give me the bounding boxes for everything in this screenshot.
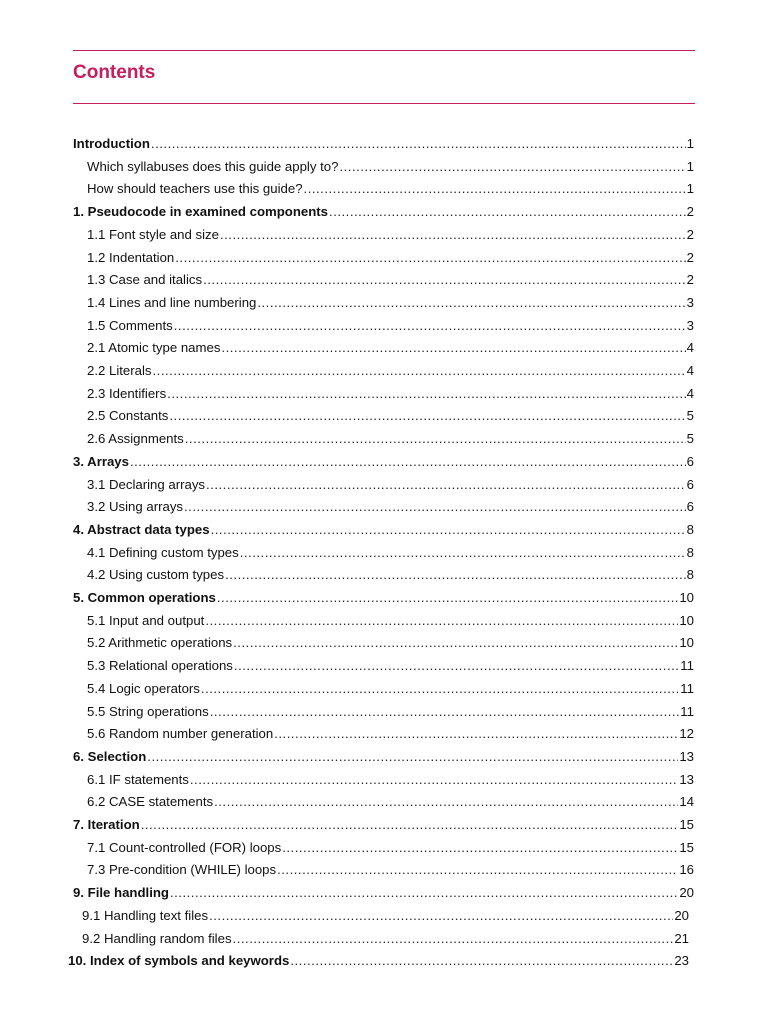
toc-entry[interactable] (87, 792, 694, 812)
toc-page-number: 5 (686, 431, 694, 447)
toc-entry[interactable] (87, 429, 694, 449)
toc-dot-leader (211, 520, 686, 540)
toc-dot-leader (167, 384, 685, 404)
toc-entry[interactable] (87, 248, 694, 268)
toc-entry-title: 1.2 Indentation (87, 249, 175, 265)
toc-entry-title: 10. Index of symbols and keywords (68, 953, 290, 969)
toc-dot-leader (233, 929, 674, 949)
toc-entry[interactable] (73, 588, 694, 608)
toc-entry[interactable] (87, 497, 694, 517)
toc-page-number: 8 (686, 567, 694, 583)
toc-page-number: 2 (686, 249, 694, 265)
toc-dot-leader (240, 543, 686, 563)
toc-page-number: 14 (679, 794, 694, 810)
toc-entry-title: 5.1 Input and output (87, 612, 205, 628)
toc-page-number: 4 (686, 363, 694, 378)
toc-page-number: 8 (686, 544, 694, 560)
toc-entry-title: 5.6 Random number generation (87, 726, 274, 742)
toc-entry[interactable] (73, 134, 694, 154)
toc-entry[interactable] (87, 157, 694, 177)
toc-entry-title: 3.2 Using arrays (87, 499, 184, 515)
toc-page-number: 2 (686, 204, 694, 220)
toc-entry-title: 7. Iteration (73, 817, 140, 832)
toc-entry-title: 1.3 Case and italics (87, 272, 203, 288)
toc-entry-title: 5.4 Logic operators (87, 680, 200, 696)
toc-entry-title: 2.5 Constants (87, 408, 169, 424)
toc-dot-leader (201, 679, 679, 699)
toc-page-number: 1 (686, 136, 694, 151)
toc-dot-leader (274, 724, 678, 744)
page-title: Contents (73, 62, 156, 83)
toc-page-number: 13 (679, 771, 694, 787)
toc-entry-title: 2.1 Atomic type names (87, 340, 221, 356)
toc-entry[interactable] (68, 951, 689, 971)
toc-entry[interactable] (87, 656, 694, 676)
toc-page-number: 12 (679, 726, 694, 742)
toc-entry-title: 3. Arrays (73, 453, 129, 469)
toc-entry[interactable] (73, 747, 694, 767)
toc-page-number: 8 (686, 521, 694, 537)
toc-entry[interactable] (87, 633, 694, 653)
toc-dot-leader (210, 702, 680, 722)
toc-entry-title: 5.3 Relational operations (87, 658, 233, 674)
toc-page-number: 6 (686, 499, 694, 515)
toc-entry-title: 4.1 Defining custom types (87, 544, 239, 560)
toc-dot-leader (184, 497, 686, 517)
toc-entry-title: Introduction (73, 136, 150, 151)
toc-dot-leader (205, 611, 678, 631)
toc-entry-title: 1.5 Comments (87, 317, 173, 333)
toc-dot-leader (257, 293, 685, 313)
toc-entry-title: 6.2 CASE statements (87, 794, 214, 810)
toc-dot-leader (304, 179, 686, 199)
toc-entry-title: 9.2 Handling random files (82, 930, 232, 946)
toc-entry-title: 6. Selection (73, 748, 147, 764)
toc-dot-leader (170, 883, 678, 903)
toc-dot-leader (233, 633, 678, 653)
toc-entry[interactable] (87, 338, 694, 358)
toc-dot-leader (175, 248, 685, 268)
toc-page-number: 1 (686, 158, 694, 174)
toc-entry-title: 9.1 Handling text files (82, 907, 209, 923)
toc-dot-leader (329, 202, 686, 222)
toc-entry-title: 7.1 Count-controlled (FOR) loops (87, 839, 282, 855)
toc-dot-leader (147, 747, 678, 767)
toc-entry[interactable] (82, 906, 689, 926)
toc-dot-leader (290, 951, 673, 971)
toc-entry[interactable] (87, 679, 694, 699)
toc-entry[interactable] (87, 475, 694, 495)
toc-page-number: 6 (686, 453, 694, 469)
toc-dot-leader (169, 406, 685, 426)
toc-dot-leader (203, 270, 686, 290)
toc-dot-leader (220, 225, 686, 245)
toc-dot-leader (214, 792, 678, 812)
toc-entry-title: 2.2 Literals (87, 363, 152, 378)
toc-page-number: 10 (679, 635, 694, 651)
toc-dot-leader (151, 134, 686, 154)
toc-dot-leader (234, 656, 679, 676)
toc-dot-leader (206, 475, 686, 495)
toc-entry[interactable] (73, 202, 694, 222)
toc-page-number: 16 (679, 862, 694, 878)
toc-page-number: 2 (686, 272, 694, 288)
toc-page-number: 20 (679, 885, 694, 901)
toc-dot-leader (217, 588, 678, 608)
toc-dot-leader (190, 770, 678, 790)
toc-entry[interactable] (87, 406, 694, 426)
toc-entry-title: 3.1 Declaring arrays (87, 476, 206, 492)
toc-page-number: 4 (686, 340, 694, 356)
toc-dot-leader (209, 906, 673, 926)
toc-entry-title: 2.3 Identifiers (87, 385, 167, 401)
toc-entry[interactable] (73, 883, 694, 903)
toc-page-number: 13 (679, 748, 694, 764)
toc-entry[interactable] (87, 860, 694, 880)
toc-page-number: 21 (674, 930, 689, 946)
toc-page-number: 10 (679, 612, 694, 628)
toc-page-number: 11 (680, 658, 694, 674)
toc-entry-title: Which syllabuses does this guide apply to? (87, 158, 339, 174)
toc-page-number: 23 (674, 953, 689, 969)
toc-entry[interactable] (87, 293, 694, 313)
toc-page-number: 4 (686, 385, 694, 401)
toc-page-number: 2 (686, 226, 694, 242)
toc-entry[interactable] (87, 724, 694, 744)
toc-dot-leader (153, 361, 686, 381)
toc-entry[interactable] (87, 565, 694, 585)
toc-page-number: 3 (686, 294, 694, 310)
toc-dot-leader (339, 157, 685, 177)
toc-page-number: 15 (679, 817, 694, 832)
toc-page-number: 3 (686, 317, 694, 333)
toc-entry-title: 4.2 Using custom types (87, 567, 225, 583)
toc-entry[interactable] (87, 179, 694, 199)
table-of-contents (0, 134, 768, 984)
toc-entry-title: 9. File handling (73, 885, 169, 901)
toc-entry-title: 5. Common operations (73, 590, 216, 605)
toc-page-number: 20 (674, 907, 689, 923)
toc-dot-leader (225, 565, 686, 585)
toc-page-number: 10 (679, 590, 694, 605)
toc-entry[interactable] (73, 520, 694, 540)
toc-entry[interactable] (87, 225, 694, 245)
toc-entry-title: 4. Abstract data types (73, 521, 210, 537)
toc-entry-title: 1.4 Lines and line numbering (87, 294, 257, 310)
toc-entry-title: 5.5 String operations (87, 703, 209, 719)
toc-entry[interactable] (82, 929, 689, 949)
toc-page-number: 6 (686, 476, 694, 492)
toc-page-number: 11 (680, 680, 694, 696)
toc-page-number: 11 (680, 703, 694, 719)
toc-entry[interactable] (87, 838, 694, 858)
toc-dot-leader (174, 316, 686, 336)
toc-entry[interactable] (73, 815, 694, 835)
toc-entry-title: 6.1 IF statements (87, 771, 189, 787)
toc-entry-title: 1. Pseudocode in examined components (73, 204, 329, 220)
toc-dot-leader (221, 338, 685, 358)
bottom-rule (73, 103, 695, 104)
toc-dot-leader (130, 452, 686, 472)
toc-page-number: 15 (679, 839, 694, 855)
top-rule (73, 50, 695, 51)
toc-entry-title: 1.1 Font style and size (87, 226, 219, 242)
toc-entry[interactable] (87, 702, 694, 722)
toc-dot-leader (141, 815, 679, 835)
toc-dot-leader (277, 860, 678, 880)
toc-page-number: 1 (686, 181, 694, 197)
toc-entry-title: How should teachers use this guide? (87, 181, 303, 197)
toc-page-number: 5 (686, 408, 694, 424)
toc-entry[interactable] (87, 770, 694, 790)
toc-entry[interactable] (87, 543, 694, 563)
toc-entry[interactable] (87, 361, 694, 381)
toc-dot-leader (185, 429, 686, 449)
toc-entry[interactable] (87, 316, 694, 336)
toc-entry[interactable] (87, 270, 694, 290)
toc-entry[interactable] (87, 611, 694, 631)
toc-entry-title: 7.3 Pre-condition (WHILE) loops (87, 862, 277, 878)
toc-entry-title: 5.2 Arithmetic operations (87, 635, 233, 651)
toc-entry[interactable] (87, 384, 694, 404)
toc-entry-title: 2.6 Assignments (87, 431, 184, 447)
toc-dot-leader (282, 838, 678, 858)
toc-entry[interactable] (73, 452, 694, 472)
